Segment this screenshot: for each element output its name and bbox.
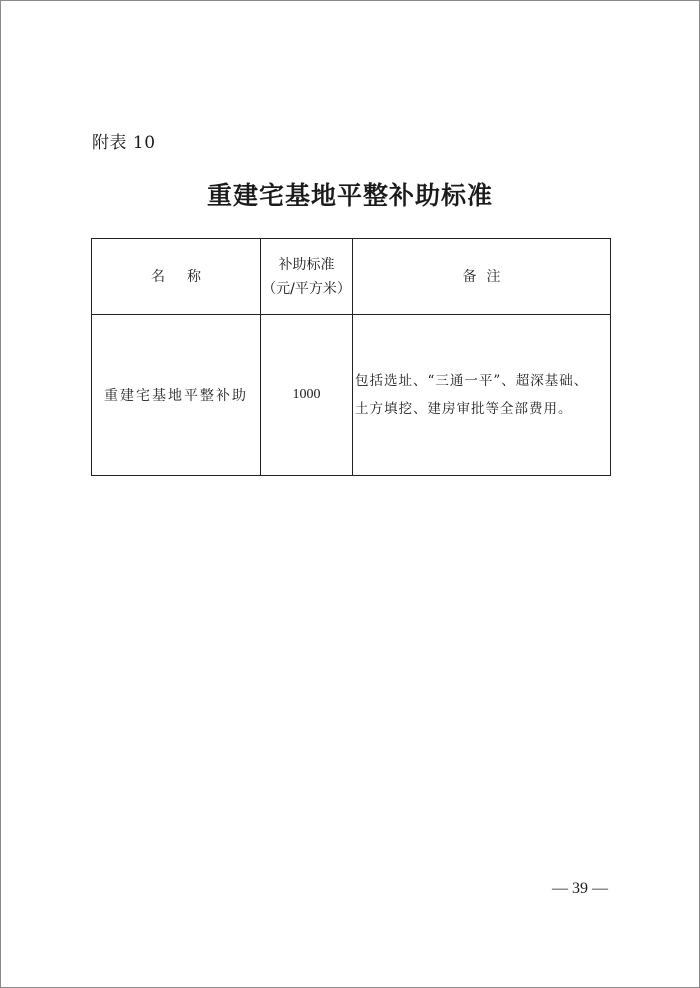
header-standard [261,239,353,315]
header-name-label: 名称 [151,268,223,285]
row-note-line2: 土方填挖、建房审批等全部费用。 [355,401,573,417]
row-name-cell: 重建宅基地平整补助 [92,315,261,476]
subsidy-standard-table [91,238,611,476]
header-name [92,239,261,315]
header-note [353,239,611,315]
header-standard-line2: （元/平方米） [262,280,351,297]
row-value-cell: 1000 [261,315,353,476]
header-note-label: 备注 [462,268,511,285]
header-standard-line1: 补助标准 [278,256,335,273]
attachment-label: 附表 10 [92,133,156,153]
row-note-line1: 包括选址、“三通一平”、超深基础、 [355,373,589,389]
document-title: 重建宅基地平整补助标准 [206,181,493,210]
table-header-row [92,239,611,315]
row-note-cell [353,315,611,476]
page-number: — 39 — [552,880,608,897]
table-row [92,315,611,476]
